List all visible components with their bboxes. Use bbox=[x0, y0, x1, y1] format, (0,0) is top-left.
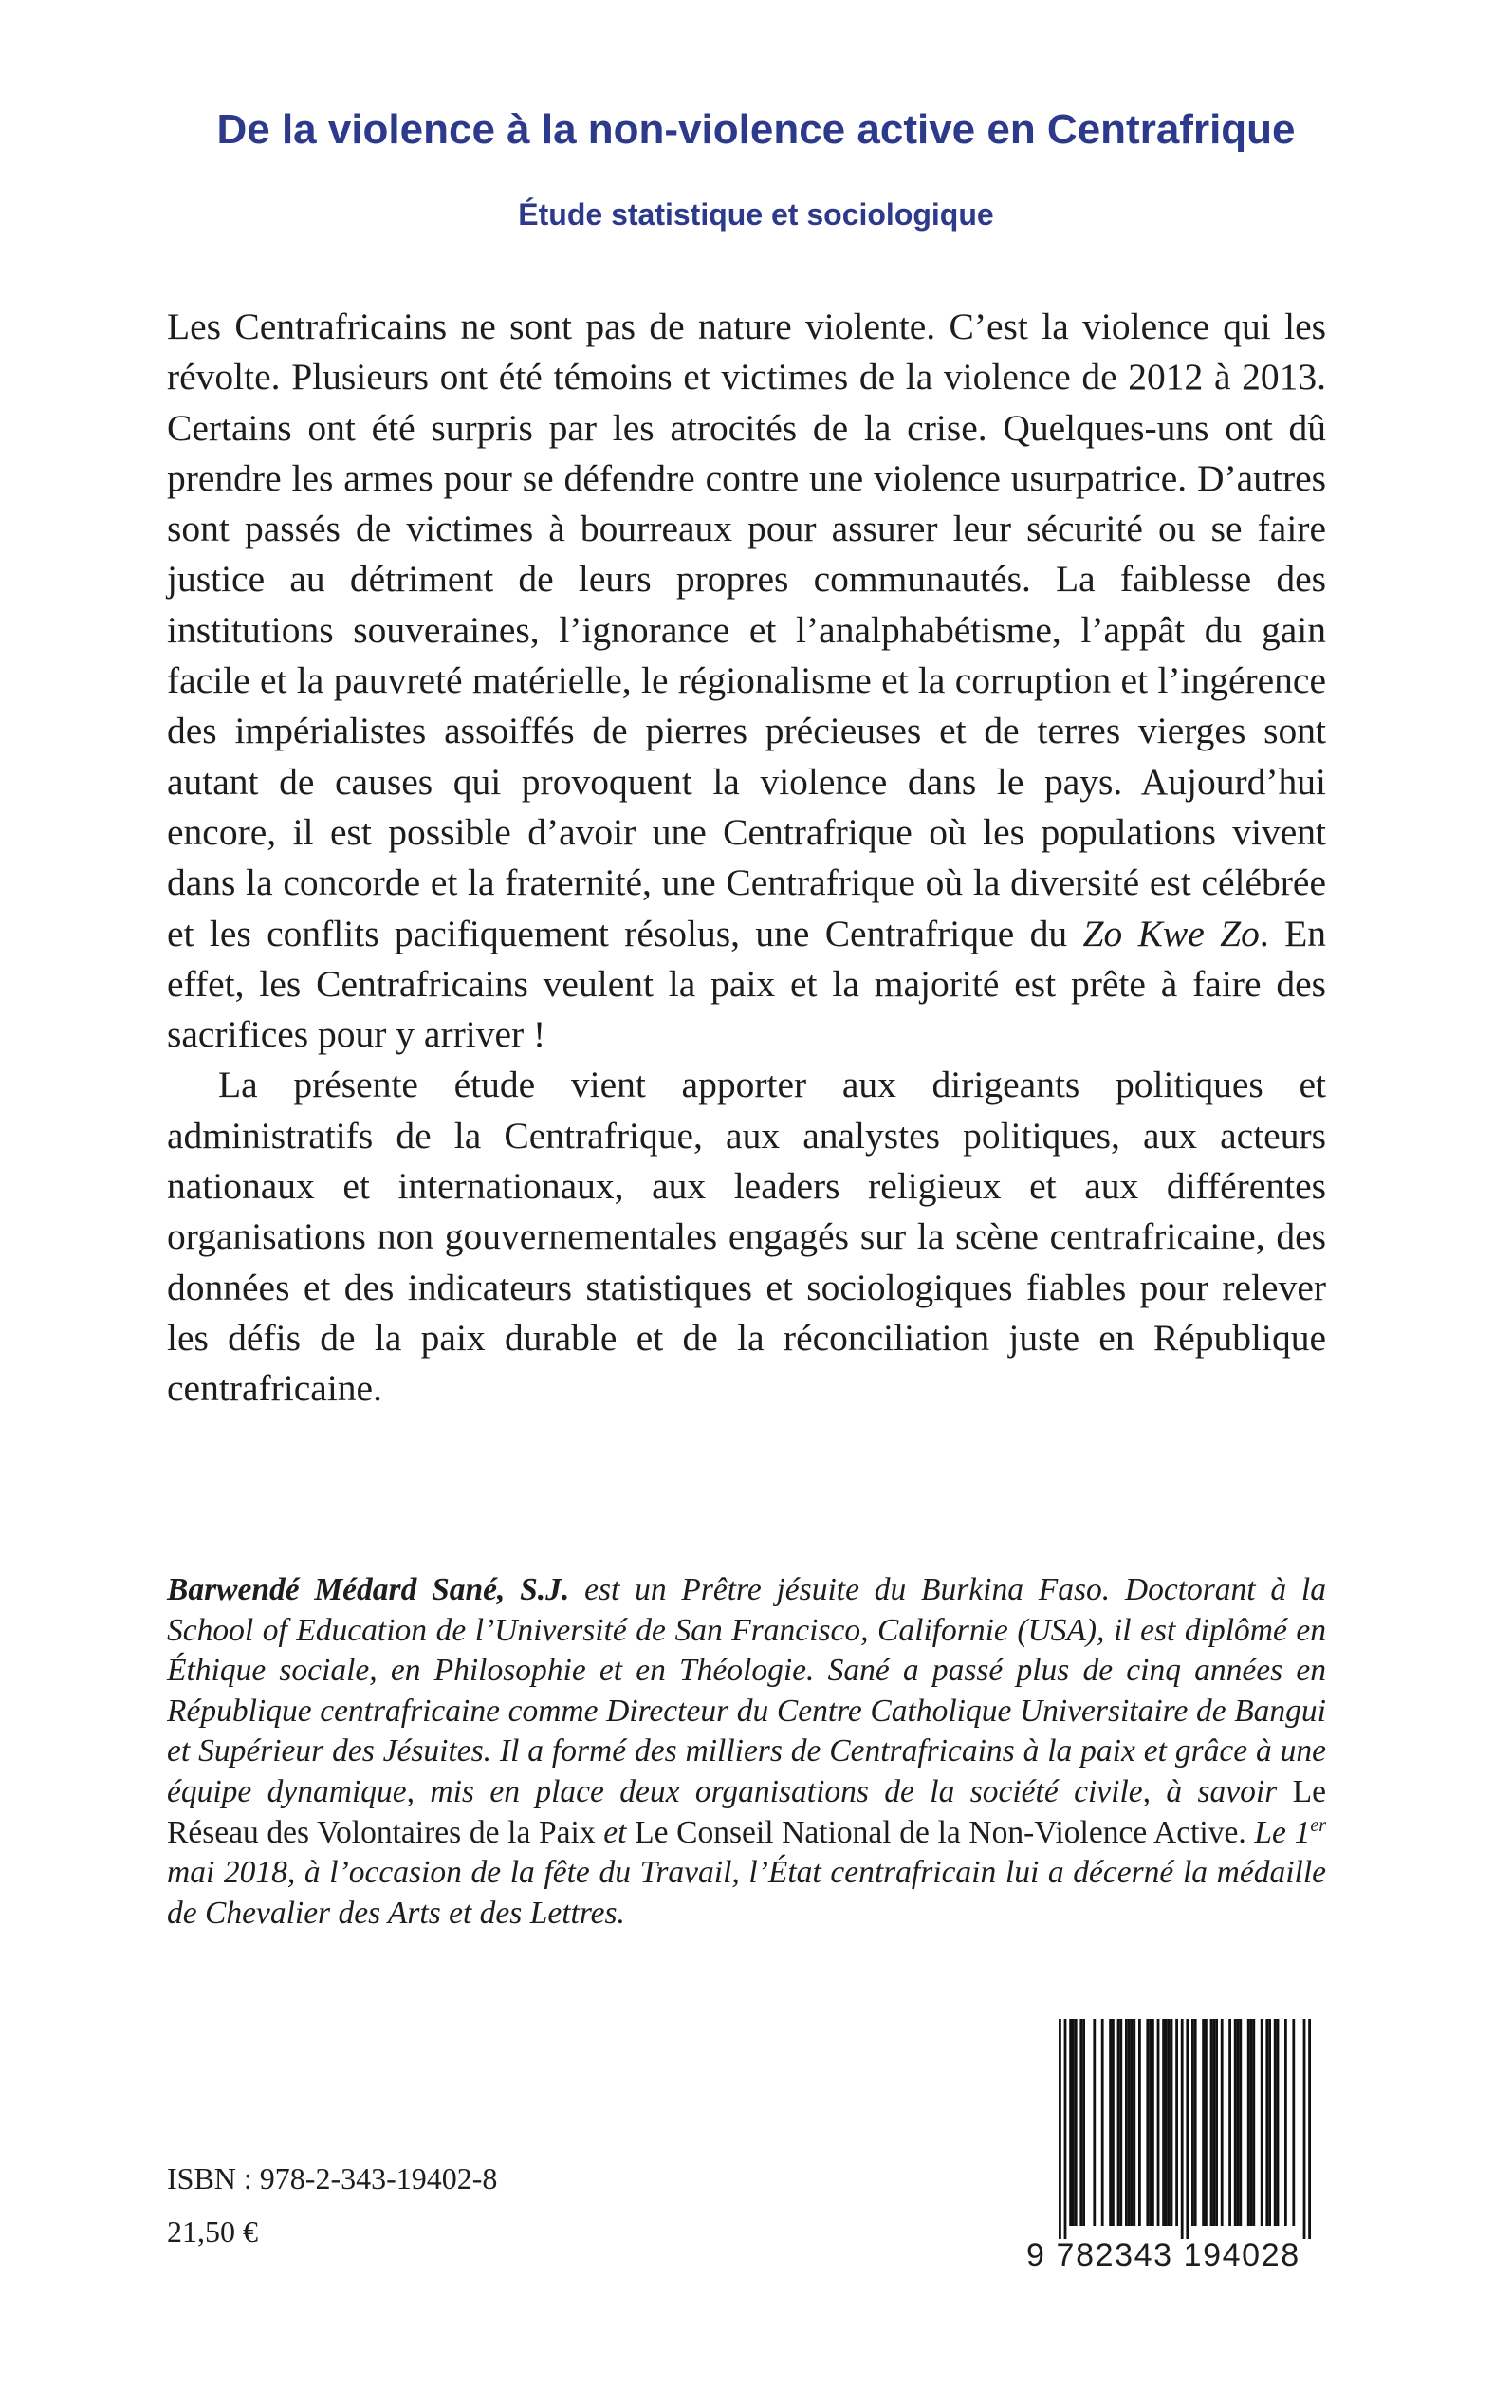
barcode-bar bbox=[1162, 2019, 1165, 2226]
zo-kwe-zo-phrase: Zo Kwe Zo bbox=[1082, 912, 1260, 954]
barcode-bar bbox=[1079, 2019, 1082, 2226]
author-bio-award: Le 1 bbox=[1245, 1814, 1311, 1850]
synopsis-p1-text: Les Centrafricains ne sont pas de nature violente. C’est la violence qui les révolte. Plusieurs ont été témoins et victimes de la violence de 2012 à 2013. Certains ont été surpris par les atrocités de la crise. Quelques-uns ont dû prendre les armes pour se défendre contre une violence usurpatrice. D’autres sont passés de victimes à bourreaux pour assurer leur sécurité ou se faire justice au détriment de leurs propres communautés. La faiblesse des institutions souveraines, l’ignorance et l’analphabétisme, l’appât du gain facile et la pauvreté matérielle, le régionalisme et la corruption et l’ingérence des impérialistes assoiffés de pierres précieuses et de terres vierges sont autant de causes qui provoquent la violence dans le pays. Aujourd’hui encore, il est possible d’avoir une Centrafrique où les populations vivent dans la concorde et la fraternité, une Centrafrique où la diversité est célébrée et les conflits pacifiquement résolus, une Centrafrique du bbox=[167, 306, 1326, 954]
barcode-bar bbox=[1277, 2019, 1280, 2226]
barcode-bar bbox=[1261, 2019, 1263, 2226]
barcode-bar bbox=[1152, 2019, 1154, 2226]
isbn: ISBN : 978-2-343-19402-8 bbox=[167, 2161, 498, 2195]
barcode-bar bbox=[1212, 2019, 1215, 2226]
barcode-bar bbox=[1165, 2019, 1168, 2226]
barcode-bar bbox=[1228, 2019, 1231, 2226]
barcode-bar bbox=[1247, 2019, 1250, 2226]
synopsis-p1-end: . En effet, les Centrafricains veulent la paix et la majorité est prête à faire des sacrifices pour y arriver ! bbox=[167, 912, 1326, 1056]
barcode-bar bbox=[1069, 2019, 1072, 2226]
barcode-bar bbox=[1138, 2019, 1141, 2226]
barcode-bar bbox=[1168, 2019, 1171, 2226]
barcode-bar bbox=[1101, 2019, 1104, 2226]
barcode-bar bbox=[1250, 2019, 1253, 2226]
barcode-bar bbox=[1109, 2019, 1112, 2226]
barcode-bar bbox=[1186, 2019, 1189, 2239]
barcode-bar bbox=[1093, 2019, 1096, 2226]
barcode-bar bbox=[1210, 2019, 1213, 2226]
barcode-bar bbox=[1221, 2019, 1224, 2226]
barcode-bar bbox=[1292, 2019, 1295, 2226]
barcode-bar bbox=[1205, 2019, 1208, 2226]
barcode-digits: 9 782343 194028 bbox=[1026, 2237, 1300, 2273]
book-title: De la violence à la non-violence active en Centrafrique bbox=[216, 106, 1296, 153]
barcode-bar bbox=[1215, 2019, 1218, 2226]
barcode-bar bbox=[1119, 2019, 1122, 2226]
barcode-bar bbox=[1303, 2019, 1306, 2239]
barcode-bar bbox=[1181, 2019, 1184, 2239]
barcode-bar bbox=[1237, 2019, 1240, 2226]
author-bio-text: est un Prêtre jésuite du Burkina Faso. Doctorant à la School of Education de l’Université de San Francisco, Californie (USA), il est diplômé en Éthique sociale, en Philosophie et en Théologie. Sané a passé plus de cinq années en République centrafricaine comme Directeur du Centre Catholique Universitaire de Bangui et Supérieur des Jésuites. Il a formé des milliers de Centrafricains à la paix et grâce à une équipe dynamique, mis en place deux organisations de la société civile, à savoir bbox=[167, 1572, 1326, 1809]
barcode-bar bbox=[1146, 2019, 1149, 2226]
barcode-bar bbox=[1308, 2019, 1311, 2239]
barcode-bar bbox=[1175, 2019, 1178, 2226]
barcode-bar bbox=[1239, 2019, 1242, 2226]
barcode-bar bbox=[1252, 2019, 1255, 2226]
barcode-bar bbox=[1191, 2019, 1194, 2226]
author-name: Barwendé Médard Sané, S.J. bbox=[167, 1572, 570, 1607]
barcode-bar bbox=[1064, 2019, 1067, 2239]
barcode-bar bbox=[1234, 2019, 1237, 2226]
barcode-bar bbox=[1149, 2019, 1152, 2226]
barcode-bar bbox=[1059, 2019, 1061, 2239]
barcode-bar bbox=[1202, 2019, 1205, 2226]
barcode-bar bbox=[1133, 2019, 1135, 2226]
synopsis bbox=[167, 302, 1326, 1415]
barcode-bar bbox=[1194, 2019, 1197, 2226]
barcode-bar bbox=[1268, 2019, 1271, 2226]
barcode-bar bbox=[1157, 2019, 1160, 2226]
barcode-bar bbox=[1265, 2019, 1268, 2226]
synopsis-paragraph-2: La présente étude vient apporter aux dirigeants politiques et administratifs de la Centrafrique, aux analystes politiques, aux acteurs nationaux et internationaux, aux leaders religieux et aux différentes organisations non gouvernementales engagés sur la scène centrafricaine, des données et des indicateurs statistiques et sociologiques fiables pour relever les défis de la paix durable et de la réconciliation juste en République centrafricaine. bbox=[167, 1064, 1326, 1410]
barcode-bar bbox=[1284, 2019, 1287, 2226]
ordinal-suffix: er bbox=[1310, 1814, 1327, 1836]
book-subtitle: Étude statistique et sociologique bbox=[518, 197, 994, 232]
barcode-bar bbox=[1117, 2019, 1120, 2226]
barcode-bar bbox=[1128, 2019, 1131, 2226]
organization-name-2: Le Conseil National de la Non-Violence Active. bbox=[635, 1814, 1246, 1850]
barcode-bar bbox=[1075, 2019, 1078, 2226]
conjunction: et bbox=[595, 1814, 636, 1850]
barcode-bar bbox=[1274, 2019, 1277, 2226]
barcode-bar bbox=[1112, 2019, 1115, 2226]
barcode-bar bbox=[1171, 2019, 1173, 2226]
author-bio bbox=[167, 1570, 1326, 1934]
barcode-bar bbox=[1072, 2019, 1075, 2226]
synopsis-paragraph-1 bbox=[167, 302, 1326, 1060]
barcode-bar bbox=[1125, 2019, 1128, 2226]
author-bio-award-end: mai 2018, à l’occasion de la fête du Travail, l’État centrafricain lui a décerné la médaille de Chevalier des Arts et des Lettres. bbox=[167, 1855, 1326, 1931]
organization-name-1: Le Réseau des Volontaires de la Paix bbox=[167, 1773, 1326, 1850]
barcode-bar bbox=[1082, 2019, 1085, 2226]
price: 21,50 € bbox=[167, 2214, 258, 2249]
barcode-bar bbox=[1131, 2019, 1134, 2226]
